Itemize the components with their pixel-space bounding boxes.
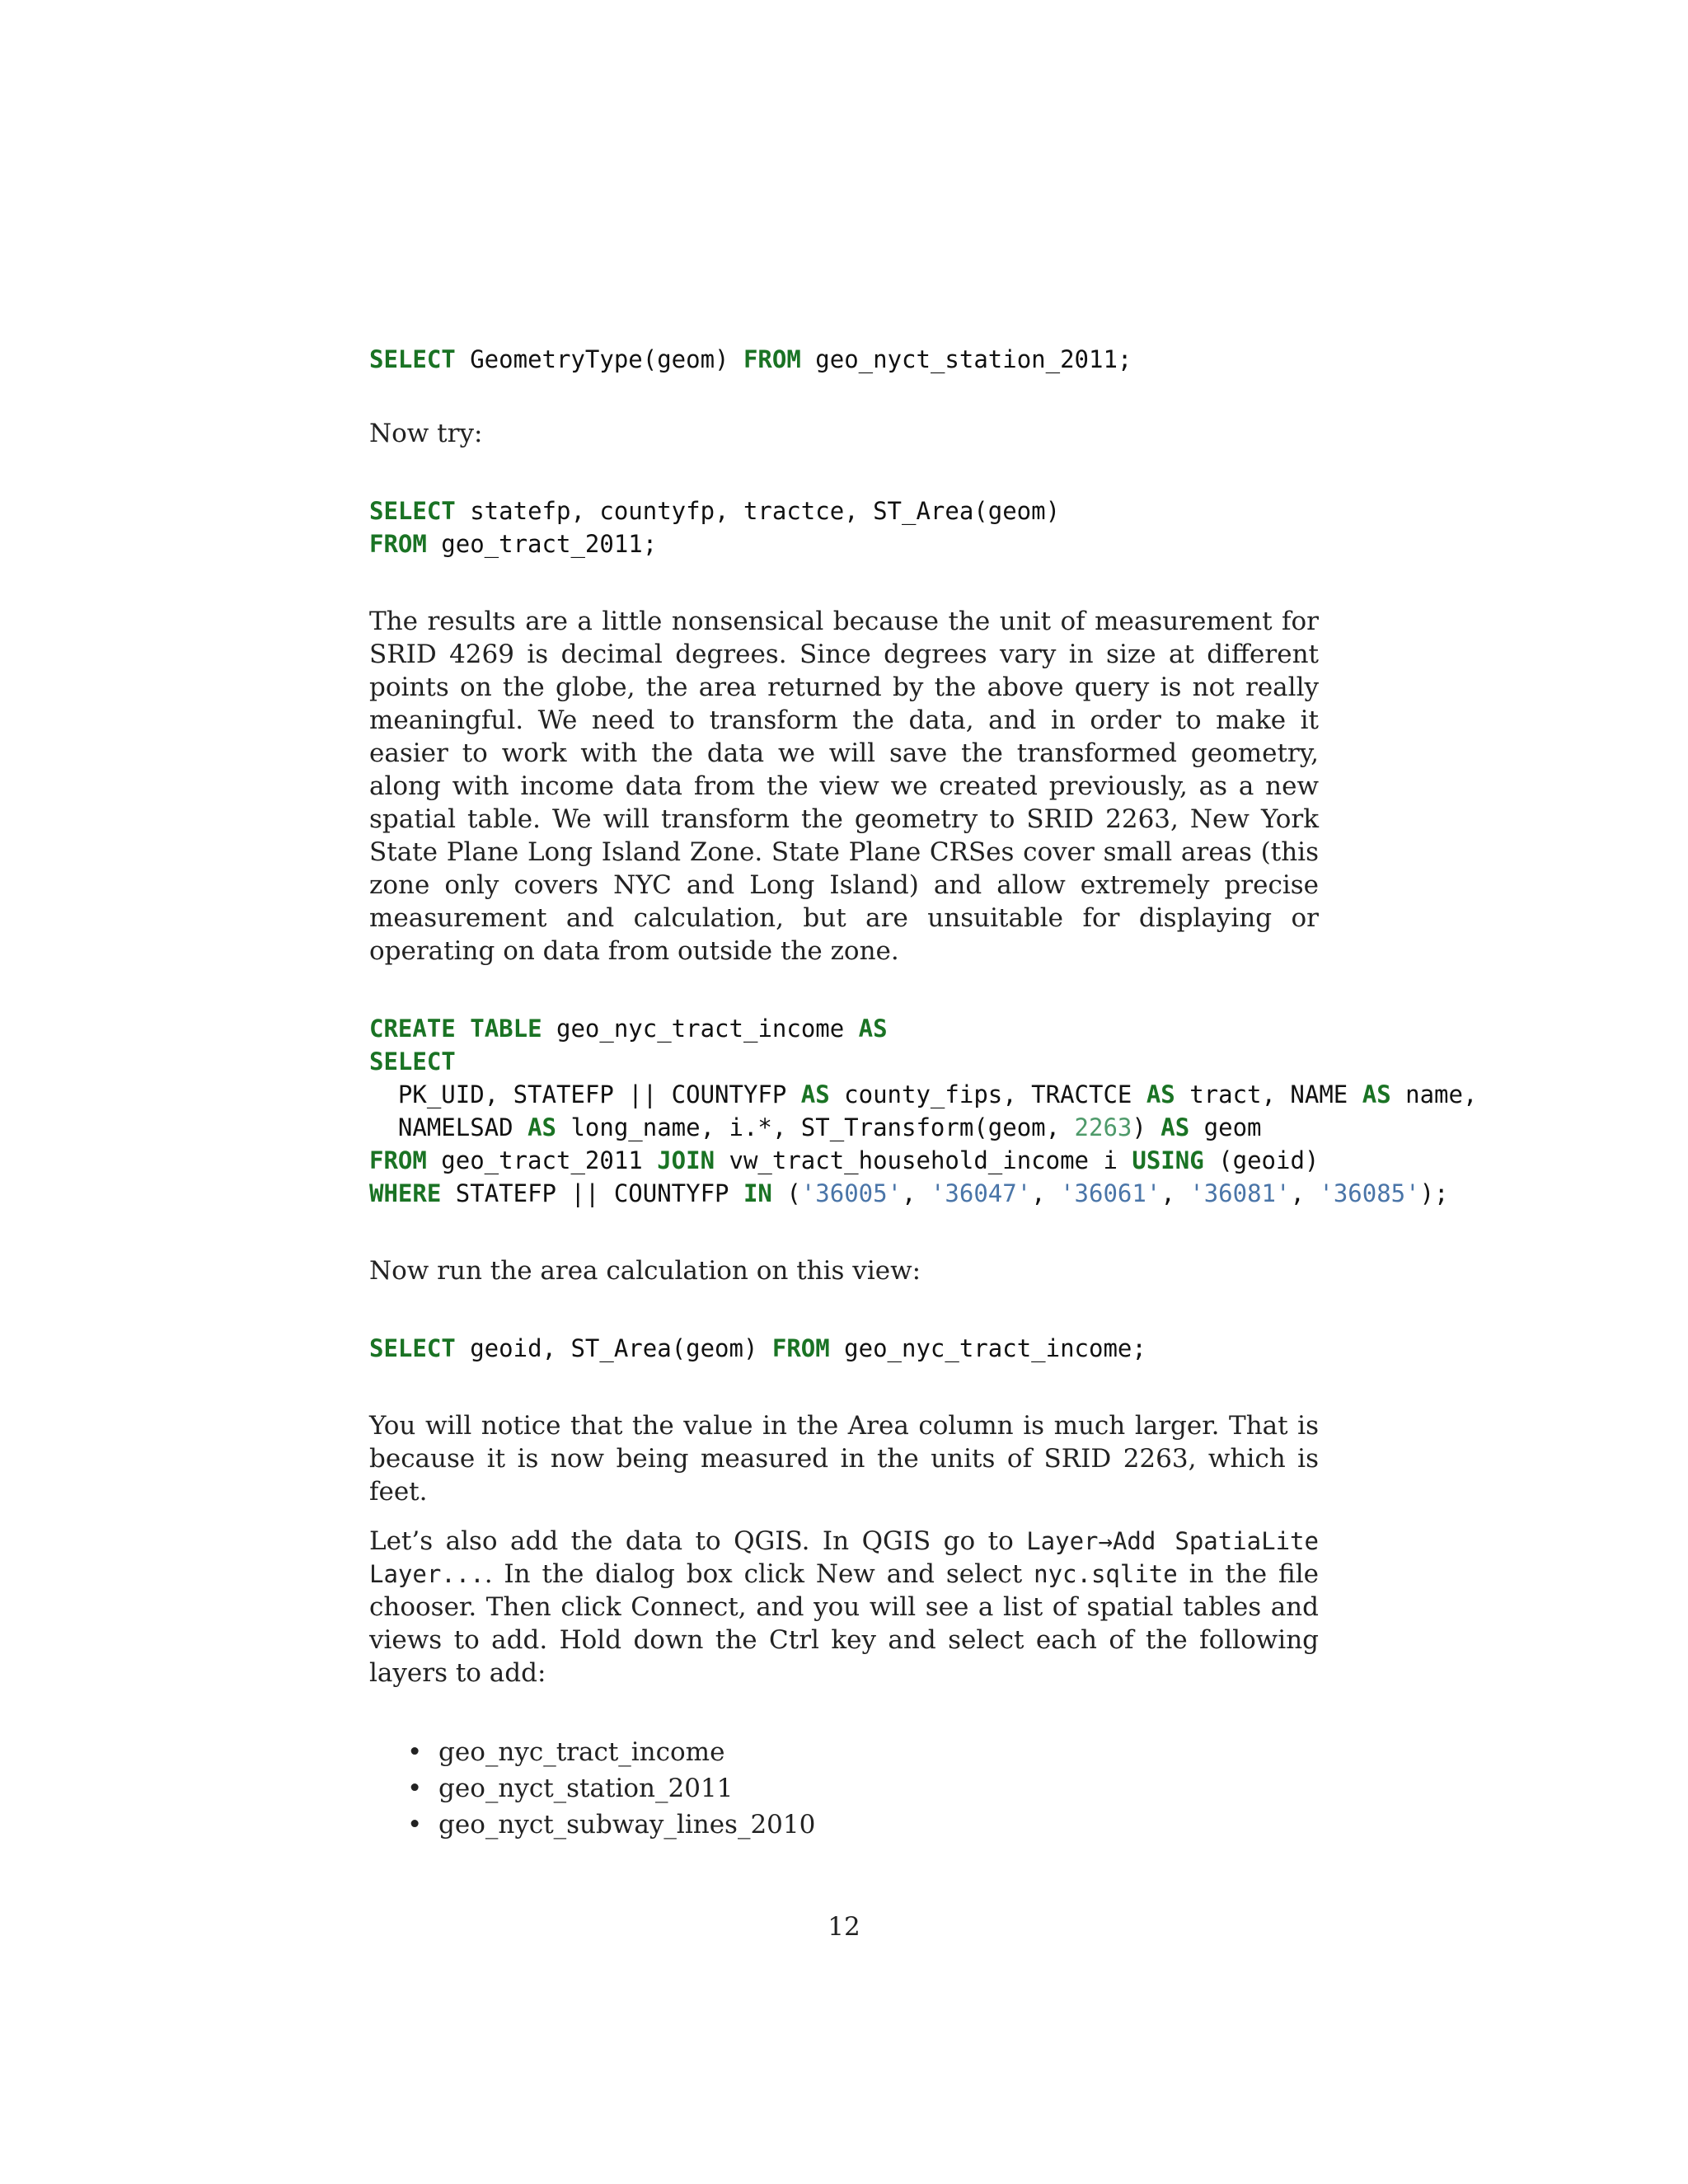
list-item — [369, 1734, 1319, 1770]
sql-keyword: AS — [858, 1015, 888, 1043]
list-item — [369, 1807, 1319, 1843]
sql-string: '36047' — [930, 1179, 1032, 1207]
sql-keyword: AS — [528, 1113, 556, 1141]
sql-string: '36081' — [1189, 1179, 1291, 1207]
sql-text: statefp, countyfp, tractce, ST_Area(geom) — [455, 497, 1061, 525]
qgis-text: Let’s also add the data to QGIS. In QGIS go to — [369, 1526, 1027, 1556]
sql-text: NAMELSAD — [369, 1113, 528, 1141]
sql-keyword: SELECT — [369, 1334, 456, 1362]
sql-text: , — [902, 1179, 931, 1207]
sql-text: vw_tract_household_income i — [715, 1146, 1132, 1174]
sql-text: long_name, i.*, ST_Transform(geom, — [556, 1113, 1075, 1141]
sql-keyword: FROM — [369, 1146, 427, 1174]
file-name: nyc.sqlite — [1034, 1560, 1178, 1588]
paragraph-qgis — [369, 1525, 1319, 1690]
bullet-icon: • — [407, 1737, 423, 1767]
sql-text: ( — [771, 1179, 801, 1207]
menu-path: Layer→Add SpatiaLite Layer... — [369, 1527, 1319, 1588]
sql-keyword: SELECT — [369, 1047, 456, 1076]
sql-text: geo_nyct_station_2011; — [800, 345, 1132, 373]
sql-keyword: FROM — [369, 530, 427, 558]
sql-text: , — [1290, 1179, 1320, 1207]
sql-text — [456, 1015, 470, 1043]
list-item — [369, 1770, 1319, 1807]
sql-keyword: SELECT — [369, 497, 456, 525]
sql-text: , — [1160, 1179, 1190, 1207]
sql-text: (geoid) — [1203, 1146, 1320, 1174]
sql-text: geo_tract_2011; — [426, 530, 658, 558]
sql-keyword: AS — [800, 1080, 830, 1108]
layer-list — [369, 1734, 1319, 1843]
qgis-text: in the file chooser. Then click Connect, and you will see a list of spatial tables and views to add. Hold down the Ctrl key and select each of the following layers to add: — [369, 1559, 1319, 1688]
sql-keyword: AS — [1362, 1080, 1391, 1108]
sql-text: geoid, ST_Area(geom) — [455, 1334, 772, 1362]
layer-name: geo_nyct_subway_lines_2010 — [438, 1810, 816, 1840]
sql-keyword: TABLE — [470, 1015, 542, 1043]
bullet-icon: • — [407, 1774, 423, 1803]
sql-keyword: USING — [1132, 1146, 1204, 1174]
sql-text: PK_UID, STATEFP || COUNTYFP — [369, 1080, 801, 1108]
sql-number: 2263 — [1074, 1113, 1132, 1141]
bullet-icon: • — [407, 1810, 423, 1840]
sql-keyword: JOIN — [657, 1146, 715, 1174]
sql-keyword: SELECT — [369, 345, 456, 373]
sql-text: name, — [1390, 1080, 1478, 1108]
paragraph-now-try: Now try: — [369, 419, 483, 448]
layer-name: geo_nyc_tract_income — [438, 1737, 725, 1767]
sql-keyword: AS — [1160, 1113, 1190, 1141]
sql-keyword: AS — [1146, 1080, 1175, 1108]
code-block-st-area — [369, 494, 1319, 560]
sql-text: geo_nyc_tract_income; — [829, 1334, 1146, 1362]
sql-text: geom — [1189, 1113, 1262, 1141]
sql-keyword: FROM — [743, 345, 801, 373]
sql-text: tract, NAME — [1175, 1080, 1362, 1108]
sql-text: GeometryType(geom) — [455, 345, 743, 373]
sql-text: , — [1031, 1179, 1061, 1207]
sql-keyword: WHERE — [369, 1179, 442, 1207]
sql-text: county_fips, TRACTCE — [829, 1080, 1146, 1108]
paragraph-notice: You will notice that the value in the Area column is much larger. That is because it is now being measured in the units of SRID 2263, which is feet. — [369, 1411, 1319, 1507]
sql-text: geo_tract_2011 — [426, 1146, 658, 1174]
paragraph-results: The results are a little nonsensical because the unit of measurement for SRID 4269 is decimal degrees. Since degrees vary in size at different points on the globe, the area returned by the above query is not really meaningful. We need to transform the data, and in order to make it easier to work with the data we will save the transformed geometry, along with income data from the view we created previously, as a new spatial table. We will transform the geometry to SRID 2263, New York State Plane Long Island Zone. State Plane CRSes cover small areas (this zone only covers NYC and Long Island) and allow extremely precise measurement and calculation, but are unsuitable for displaying or operating on data from outside the zone. — [369, 607, 1319, 966]
layer-name: geo_nyct_station_2011 — [438, 1774, 734, 1803]
page-number: 12 — [828, 1912, 860, 1942]
sql-text: STATEFP || COUNTYFP — [441, 1179, 743, 1207]
sql-keyword: FROM — [771, 1334, 830, 1362]
sql-text: ) — [1132, 1113, 1161, 1141]
qgis-text: . In the dialog box click New and select — [484, 1559, 1034, 1589]
code-block-geometry-type — [369, 343, 1319, 376]
code-block-create-table — [369, 1012, 1478, 1210]
sql-keyword: IN — [743, 1179, 772, 1207]
sql-text: ); — [1419, 1179, 1449, 1207]
sql-string: '36005' — [800, 1179, 903, 1207]
sql-string: '36085' — [1319, 1179, 1420, 1207]
sql-text: geo_nyc_tract_income — [542, 1015, 859, 1043]
page-content — [369, 343, 1478, 1843]
sql-keyword: CREATE — [369, 1015, 456, 1043]
code-block-area-calc — [369, 1332, 1319, 1365]
sql-string: '36061' — [1060, 1179, 1161, 1207]
paragraph-now-run: Now run the area calculation on this view: — [369, 1256, 921, 1286]
